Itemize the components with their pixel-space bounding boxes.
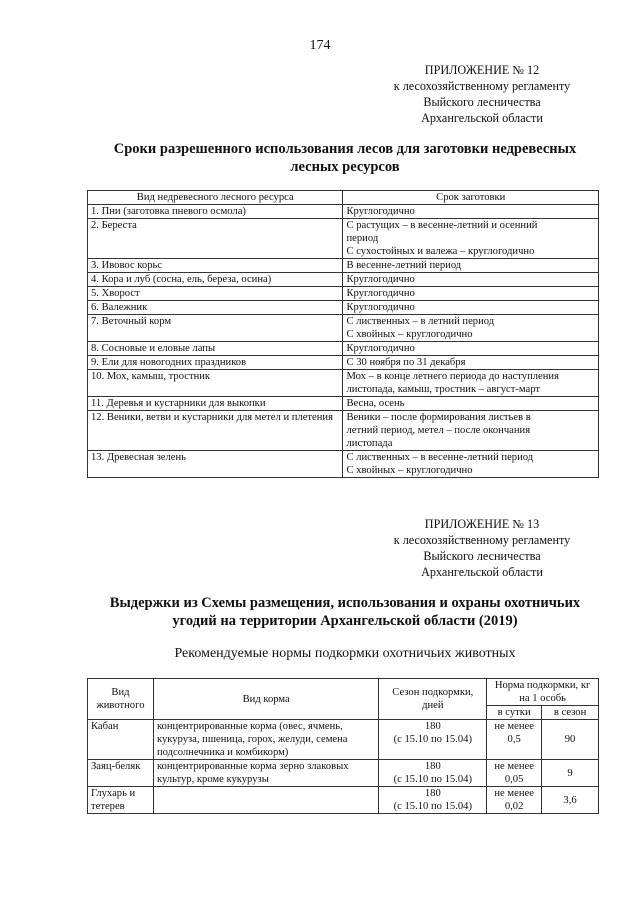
season-days: 180 <box>424 788 441 799</box>
harvest-terms-table <box>87 190 599 478</box>
appendix-12-line3: Архангельской области <box>421 111 543 125</box>
per-day-prefix: не менее <box>494 721 534 732</box>
per-day-cell <box>487 760 542 787</box>
term-cell <box>343 411 599 451</box>
table-row <box>88 273 599 287</box>
term-cell <box>343 356 599 370</box>
term-line: С 30 ноября по 31 декабря <box>346 357 466 368</box>
term-line: С растущих – в весенне-летний и осенний <box>346 220 538 231</box>
term-line: Мох – в конце летнего периода до наступления <box>346 371 559 382</box>
appendix-13-block <box>372 516 592 580</box>
appendix-12-title: ПРИЛОЖЕНИЕ № 12 <box>424 63 540 77</box>
subheading-feeding-norms: Рекомендуемые нормы подкормки охотничьих животных <box>174 646 516 661</box>
term-cell <box>343 451 599 478</box>
season-days: 180 <box>424 721 441 732</box>
feeding-norms-table <box>87 678 599 814</box>
term-line: Весна, осень <box>346 398 405 409</box>
term-line: Круглогодично <box>346 206 415 217</box>
resource-cell: 1. Пни (заготовка пневого осмола) <box>88 205 343 219</box>
table-row <box>88 787 599 814</box>
resource-cell: 11. Деревья и кустарники для выкопки <box>88 397 343 411</box>
term-cell <box>343 219 599 259</box>
per-day-cell <box>487 787 542 814</box>
term-line: С хвойных – круглогодично <box>346 329 473 340</box>
appendix-12-block <box>372 62 592 126</box>
per-day-prefix: не менее <box>494 788 534 799</box>
animal-cell <box>88 760 154 787</box>
season-period: (с 15.10 по 15.04) <box>393 774 472 785</box>
season-period: (с 15.10 по 15.04) <box>393 734 472 745</box>
appendix-13-line1: к лесохозяйственному регламенту <box>393 533 571 547</box>
season-period: (с 15.10 по 15.04) <box>393 801 472 812</box>
table-row <box>88 356 599 370</box>
animal-line: Кабан <box>91 721 119 732</box>
term-line: листопада <box>346 438 393 449</box>
term-line: листопада, камыш, тростник – август-март <box>346 384 541 395</box>
table-row <box>88 301 599 315</box>
resource-cell: 3. Ивовос корьс <box>88 259 343 273</box>
resource-cell: 10. Мох, камыш, тростник <box>88 370 343 397</box>
animal-line: Заяц-беляк <box>91 761 141 772</box>
term-line: С лиственных – в летний период <box>346 316 495 327</box>
appendix-12-line1: к лесохозяйственному регламенту <box>393 79 571 93</box>
resource-cell: 6. Валежник <box>88 301 343 315</box>
per-day-value: 0,02 <box>504 801 524 812</box>
table-row <box>88 315 599 342</box>
season-cell <box>379 787 487 814</box>
per-day-cell <box>487 720 542 760</box>
table-row <box>88 259 599 273</box>
resource-cell: 12. Веники, ветви и кустарники для метел и плетения <box>88 411 343 451</box>
heading2-line2: угодий на территории Архангельской области (2019) <box>172 613 518 629</box>
heading2-line1: Выдержки из Схемы размещения, использования и охраны охотничьих <box>109 595 581 611</box>
column-header-per-season: в сезон <box>542 706 599 720</box>
table-header-row <box>88 679 599 706</box>
term-cell <box>343 301 599 315</box>
column-header-feed: Вид корма <box>153 679 378 720</box>
per-day-value: 0,05 <box>504 774 524 785</box>
term-cell <box>343 397 599 411</box>
appendix-12-line2: Выйского лесничества <box>423 95 541 109</box>
resource-cell: 2. Береста <box>88 219 343 259</box>
heading-hunting-scheme <box>60 594 630 630</box>
term-cell <box>343 342 599 356</box>
per-season-cell: 9 <box>542 760 599 787</box>
term-cell <box>343 315 599 342</box>
column-header-norm: Норма подкормки, кг на 1 особь <box>487 679 599 706</box>
per-day-value: 0,5 <box>507 734 521 745</box>
term-cell <box>343 273 599 287</box>
feed-cell: концентрированные корма (овес, ячмень, кукуруза, пшеница, горох, желуди, семена подсолнечника и комбикорм) <box>153 720 378 760</box>
per-season-cell: 3,6 <box>542 787 599 814</box>
term-line: С лиственных – в весенне-летний период <box>346 452 534 463</box>
table-row <box>88 720 599 760</box>
term-cell <box>343 205 599 219</box>
animal-line: тетерев <box>91 801 125 812</box>
per-season-cell: 90 <box>542 720 599 760</box>
term-cell <box>343 370 599 397</box>
term-line: Круглогодично <box>346 288 415 299</box>
heading1-line1: Сроки разрешенного использования лесов для заготовки недревесных <box>113 141 577 157</box>
term-line: Веники – после формирования листьев в <box>346 412 531 423</box>
term-line: Круглогодично <box>346 343 415 354</box>
season-cell <box>379 760 487 787</box>
resource-cell: 5. Хворост <box>88 287 343 301</box>
resource-cell: 13. Древесная зелень <box>88 451 343 478</box>
column-header-season: Сезон подкормки, дней <box>379 679 487 720</box>
feed-cell: концентрированные корма зерно злаковых культур, кроме кукурузы <box>153 760 378 787</box>
appendix-13-line3: Архангельской области <box>421 565 543 579</box>
season-days: 180 <box>424 761 441 772</box>
animal-cell <box>88 787 154 814</box>
table-row <box>88 411 599 451</box>
column-header-animal: Вид животного <box>88 679 154 720</box>
animal-line: Глухарь и <box>91 788 136 799</box>
resource-cell: 8. Сосновые и еловые лапы <box>88 342 343 356</box>
term-cell <box>343 259 599 273</box>
resource-cell: 7. Веточный корм <box>88 315 343 342</box>
appendix-13-line2: Выйского лесничества <box>423 549 541 563</box>
table-row <box>88 219 599 259</box>
term-line: летний период, метел – после окончания <box>346 425 531 436</box>
feed-cell <box>153 787 378 814</box>
term-line: С сухостойных и валежа – круглогодично <box>346 246 535 257</box>
heading-harvest-terms <box>60 140 630 176</box>
term-line: период <box>346 233 379 244</box>
term-line: В весенне-летний период <box>346 260 462 271</box>
term-line: Круглогодично <box>346 274 415 285</box>
term-line: Круглогодично <box>346 302 415 313</box>
appendix-13-title: ПРИЛОЖЕНИЕ № 13 <box>424 517 540 531</box>
column-header-per-day: в сутки <box>487 706 542 720</box>
table-row <box>88 205 599 219</box>
table-row <box>88 342 599 356</box>
resource-cell: 4. Кора и луб (сосна, ель, береза, осина) <box>88 273 343 287</box>
table-row <box>88 760 599 787</box>
animal-cell <box>88 720 154 760</box>
season-cell <box>379 720 487 760</box>
column-header-resource: Вид недревесного лесного ресурса <box>88 191 343 205</box>
table-header-row <box>88 191 599 205</box>
per-day-prefix: не менее <box>494 761 534 772</box>
heading1-line2: лесных ресурсов <box>290 159 400 175</box>
term-cell <box>343 287 599 301</box>
page-number: 174 <box>309 38 331 53</box>
table-row <box>88 451 599 478</box>
resource-cell: 9. Ели для новогодних праздников <box>88 356 343 370</box>
table-row <box>88 370 599 397</box>
column-header-term: Срок заготовки <box>343 191 599 205</box>
term-line: С хвойных – круглогодично <box>346 465 473 476</box>
table-row <box>88 287 599 301</box>
table-row <box>88 397 599 411</box>
